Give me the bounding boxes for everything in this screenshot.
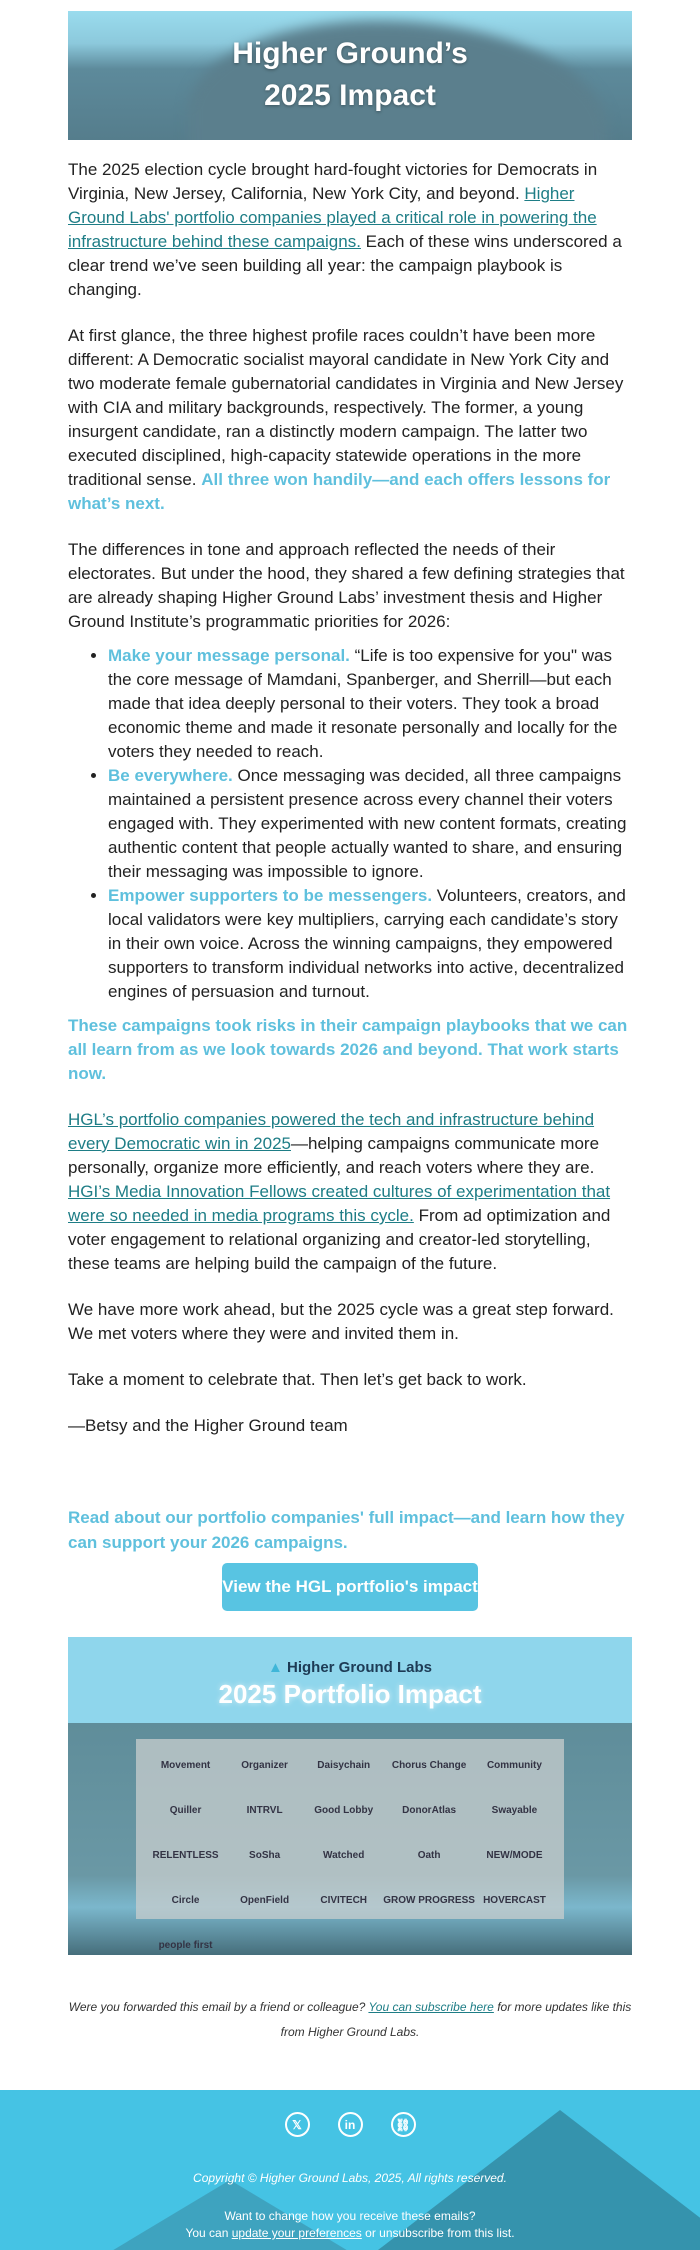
hero-banner (68, 11, 632, 140)
text: Were you forwarded this email by a friend or colleague? (68, 2000, 369, 2014)
media-fellows-link[interactable]: HGI’s Media Innovation Fellows created cultures of experimentation that were so needed in media programs this cycle. (68, 1182, 611, 1225)
portfolio-link[interactable]: Higher Ground Labs' portfolio companies played a critical role in powering the infrastructure behind these campaigns. (68, 184, 597, 251)
cta-text: Read about our portfolio companies' full impact—and learn how they can support your 2026 campaigns. (68, 1508, 625, 1552)
view-portfolio-button[interactable]: View the HGL portfolio's impact (222, 1563, 478, 1611)
hero-title-line2: 2025 Impact (264, 79, 436, 112)
social-links (0, 2112, 700, 2137)
portfolio-paragraph (68, 1108, 632, 1276)
bullet-title: Empower supporters to be messengers. (108, 886, 433, 905)
preferences-note (0, 2208, 700, 2242)
portfolio-logo: Organizer (241, 1760, 288, 1771)
text: At first glance, the three highest profile races couldn’t have been more different: A Democratic socialist mayoral candidate in New York City and two moderate female gubernatorial candidates in Virginia and New Jersey with CIA and military backgrounds, respectively. The former, a young insurgent candidate, ran a distinctly modern campaign. The latter two executed disciplined, high-capacity statewide operations in the more traditional sense. (68, 326, 624, 489)
callout-text: These campaigns took risks in their campaign playbooks that we can all learn from as we look towards 2026 and beyond. That work starts now. (68, 1016, 628, 1083)
portfolio-logo: GROW PROGRESS (383, 1895, 475, 1906)
portfolio-logo: NEW/MODE (486, 1850, 543, 1861)
text: —helping campaigns communicate more personally, organize more efficiently, and reach voters where they are. (68, 1134, 600, 1177)
text: From ad optimization and voter engagement to relational organizing and creator-led storytelling, these teams are helping build the campaign of the future. (68, 1206, 611, 1273)
strategy-list (108, 644, 632, 1004)
copyright: Copyright © Higher Ground Labs, 2025, All rights reserved. (193, 2171, 507, 2185)
forward-note (60, 1995, 640, 2045)
portfolio-logo: DonorAtlas (402, 1805, 457, 1816)
x-twitter-icon[interactable]: 𝕏 (285, 2112, 310, 2137)
portfolio-logo: Chorus Change (391, 1760, 467, 1771)
portfolio-logo: RELENTLESS (152, 1850, 219, 1861)
portfolio-logo: Circle (171, 1895, 200, 1906)
text: Each of these wins underscored a clear trend we’ve seen building all year: the campaign playbook is changing. (68, 232, 622, 299)
portfolio-logo: HOVERCAST (483, 1895, 546, 1906)
bullet-text: “Life is too expensive for you" was the core message of Mamdani, Spanberger, and Sherrill—but each made that idea deeply personal to their voters. They took a broad economic theme and made it resonate personally and locally for the voters they needed to reach. (108, 646, 618, 761)
cta-section (68, 1505, 632, 1611)
email-body (68, 158, 632, 1438)
portfolio-logo: Oath (417, 1850, 441, 1861)
update-preferences-link[interactable]: update your preferences (231, 2226, 362, 2240)
text: The 2025 election cycle brought hard-fought victories for Democrats in Virginia, New Jersey, California, New York City, and beyond. (68, 160, 598, 203)
hero-title-line1: Higher Ground’s (232, 37, 468, 70)
brand-name: Higher Ground Labs (287, 1659, 433, 1676)
text: You can (185, 2226, 232, 2240)
hgl-logo: ▲ Higher Ground Labs (267, 1659, 433, 1676)
portfolio-logo: INTRVL (246, 1805, 283, 1816)
portfolio-logo: people first (158, 1940, 213, 1951)
logo-grid (136, 1739, 564, 1951)
portfolio-title: 2025 Portfolio Impact (218, 1679, 482, 1709)
paragraph: Take a moment to celebrate that. Then let’s get back to work. (68, 1370, 527, 1389)
text: for more updates like this from Higher Ground Labs. (280, 2000, 632, 2039)
portfolio-logo: Quiller (169, 1805, 202, 1816)
highlight-text: All three won handily—and each offers lessons for what’s next. (68, 470, 611, 513)
bullet-text: Volunteers, creators, and local validators were key multipliers, carrying each candidate’s story in their own voice. Across the winning campaigns, they empowered supporters to transform individual networks into active, decentralized engines of persuasion and turnout. (108, 886, 626, 1001)
link-icon[interactable]: ⛓ (391, 2112, 416, 2137)
portfolio-logo: Daisychain (317, 1760, 371, 1771)
bullet-text: Once messaging was decided, all three campaigns maintained a persistent presence across every channel their voters engaged with. They experimented with new content formats, creating authentic content that people actually wanted to share, and ensuring their messaging was impossible to ignore. (108, 766, 627, 881)
portfolio-logo: Movement (160, 1760, 211, 1771)
list-item (108, 884, 632, 1004)
bullet-title: Make your message personal. (108, 646, 350, 665)
portfolio-impact-image[interactable] (68, 1637, 632, 1955)
intro-paragraph (68, 158, 632, 302)
list-item (108, 764, 632, 884)
list-item (108, 644, 632, 764)
portfolio-logo: Good Lobby (314, 1805, 374, 1816)
paragraph: We have more work ahead, but the 2025 cycle was a great step forward. We met voters where they were and invited them in. (68, 1300, 614, 1343)
text: Want to change how you receive these emails? (224, 2209, 476, 2223)
strategies-paragraph: The differences in tone and approach reflected the needs of their electorates. But under the hood, they shared a few defining strategies that are already shaping Higher Ground Labs’ investment thesis and Higher Ground Institute’s programmatic priorities for 2026: (68, 540, 625, 631)
hero-title (68, 33, 632, 117)
linkedin-icon[interactable]: in (338, 2112, 363, 2137)
footer (0, 2090, 700, 2250)
portfolio-logo: OpenField (240, 1895, 290, 1906)
portfolio-logo: SoSha (249, 1850, 281, 1861)
races-paragraph (68, 324, 632, 516)
portfolio-logo: CIVITECH (320, 1895, 368, 1906)
signoff: —Betsy and the Higher Ground team (68, 1416, 348, 1435)
subscribe-link[interactable]: You can subscribe here (368, 2000, 494, 2014)
portfolio-logo: Swayable (491, 1805, 538, 1816)
unsubscribe-text[interactable]: or unsubscribe from this list. (361, 2226, 515, 2240)
hgl-portfolio-link[interactable]: HGL’s portfolio companies powered the tech and infrastructure behind every Democratic win in 2025 (68, 1110, 595, 1153)
portfolio-logo: Community (486, 1760, 542, 1771)
portfolio-logo: Watched (323, 1850, 365, 1861)
bullet-title: Be everywhere. (108, 766, 233, 785)
